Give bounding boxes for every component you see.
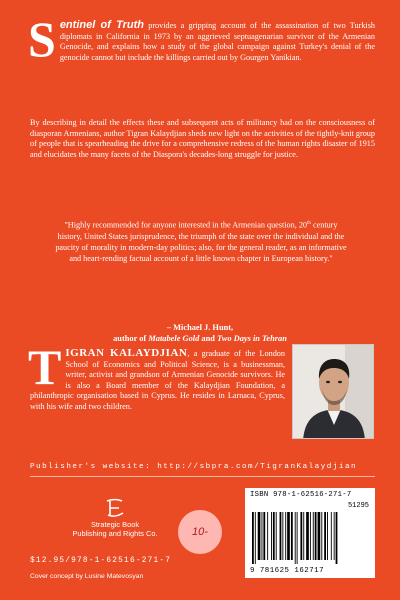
barcode-bar [318,512,321,560]
quote-part2: century history, United States jurisprudence, the triumph of the state over the individual and the paucity of morality in modern-day politics; also, for the general reader, as an informative and heart-rending factual account of a little known chapter in European history." [55,220,347,264]
publisher-block [60,498,170,538]
attribution-book2: Two Days in Tehran [216,334,287,343]
barcode-bar [280,512,282,560]
barcode-bar [271,512,272,560]
description-paragraph: By describing in detail the effects these and subsequent acts of militancy had on the consciousness of diasporan Armenians, author Tigran Kalaydjian sheds new light on the activities of the tightly-knit group of people that is spearheading the drive for a comprehensive redress of the human rights disaster of 1915 and elucidates the many facets of the Diaspora's decades-long struggle for justice. [30,118,375,159]
barcode-bar [321,512,322,560]
barcode-bar [297,512,298,564]
barcode-bar [267,512,268,560]
barcode-isbn: ISBN 978-1-62516-271-7 [250,491,352,499]
barcode-bar [287,512,290,560]
barcode-bar [300,512,302,560]
barcode-bar [295,512,296,564]
quote-attribution [40,322,360,344]
attribution-name: – Michael J. Hunt, [166,323,234,332]
barcode-price-code: 51295 [347,502,369,510]
bio-body: , a graduate of the London School of Economics and Political Science, is a businessman, writer, activist and grandson of Armenian Genocide survivors. He is also a Board member of the Kalaydjian Foundation, a philanthropic organisation based in Cyprus. He resides in Larnaca, Cyprus, with his wife and two children. [30,349,285,411]
publisher-website: Publisher's website: http://sbpra.com/TigranKalaydjian [30,463,358,471]
attribution-book1: Matabele Gold [148,334,200,343]
barcode-bar [285,512,286,560]
barcode-bar [313,512,314,560]
intro-dropcap: S [28,11,56,67]
book-title: entinel of Truth [59,19,145,31]
divider-line [30,476,375,477]
barcode-bar [282,512,283,560]
author-photo [292,344,374,439]
barcode-bar [327,512,328,560]
barcode-bar [315,512,317,560]
barcode-bar [263,512,265,560]
barcode-bar [276,512,277,560]
quote-part1: "Highly recommended for anyone interested in the Armenian question, 20 [64,220,308,230]
barcode-bar [324,512,326,560]
barcode-bar [252,512,254,564]
barcode-bars [250,512,370,564]
intro-body: provides a gripping account of the assassination of two Turkish diplomats in California in 1973 by an aggrieved septuagenarian survivor of the Armenian Genocide, and explains how a study of the global campaign against Turkey's denial of the genocide cannot but include the killings carried out by Gourgen Yanikian. [59,21,375,62]
attribution-prefix: author of [113,334,149,343]
barcode-bar [262,512,263,560]
barcode-digits: 9 781625 162717 [250,567,325,575]
barcode-bar [303,512,304,560]
publisher-name-line1: Strategic Book [90,520,140,529]
barcode-bar [273,512,275,560]
barcode-bar [291,512,293,560]
barcode-bar [334,512,335,560]
price-isbn-line: $12.95/978-1-62516-271-7 [30,557,172,565]
barcode-bar [331,512,332,560]
publisher-name-line2: Publishing and Rights Co. [72,529,158,538]
barcode-bar [310,512,311,560]
barcode-bar [306,512,309,560]
author-portrait-icon [293,345,374,439]
barcode-bar [255,512,256,564]
barcode-box [245,488,375,578]
barcode-bar [258,512,261,560]
barcode-bar [336,512,338,564]
attribution-books [40,333,360,344]
author-name: IGRAN KALAYDJIAN [65,347,188,359]
price-sticker: 10- [178,510,222,554]
attribution-joiner: and [199,334,217,343]
quote-superscript: th [307,221,311,226]
cover-credit: Cover concept by Lusine Matevosyan [30,573,144,580]
author-bio [28,339,285,413]
intro-paragraph [28,11,375,67]
review-quote [55,218,347,265]
bio-dropcap: T [28,339,62,395]
publisher-logo-icon [104,498,126,518]
